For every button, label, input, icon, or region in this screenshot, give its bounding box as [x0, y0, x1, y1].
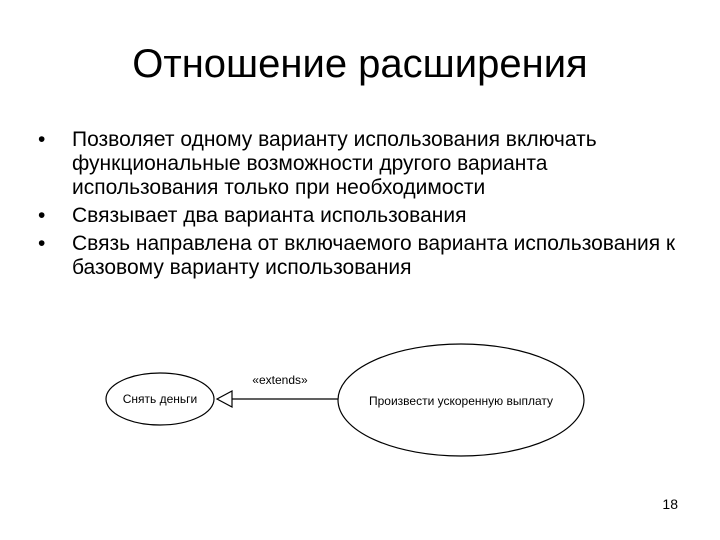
- page-number: 18: [662, 496, 678, 512]
- bullet-marker: •: [38, 128, 46, 151]
- use-case-left-label: Снять деньги: [122, 392, 198, 406]
- bullet-text: Позволяет одному варианту использования включать функциональные возможности другого варианта использования только при необходимости: [72, 128, 597, 199]
- use-case-right-label: Произвести ускоренную выплату: [368, 394, 554, 408]
- bullet-marker: •: [38, 232, 46, 255]
- bullet-text: Связывает два варианта использования: [72, 204, 467, 227]
- extends-label: «extends»: [252, 373, 308, 387]
- bullet-text: Связь направлена от включаемого варианта использования к базовому варианту использования: [72, 232, 676, 279]
- extends-arrowhead: [217, 391, 232, 407]
- slide-title: Отношение расширения: [132, 42, 588, 86]
- bullet-marker: •: [38, 204, 46, 227]
